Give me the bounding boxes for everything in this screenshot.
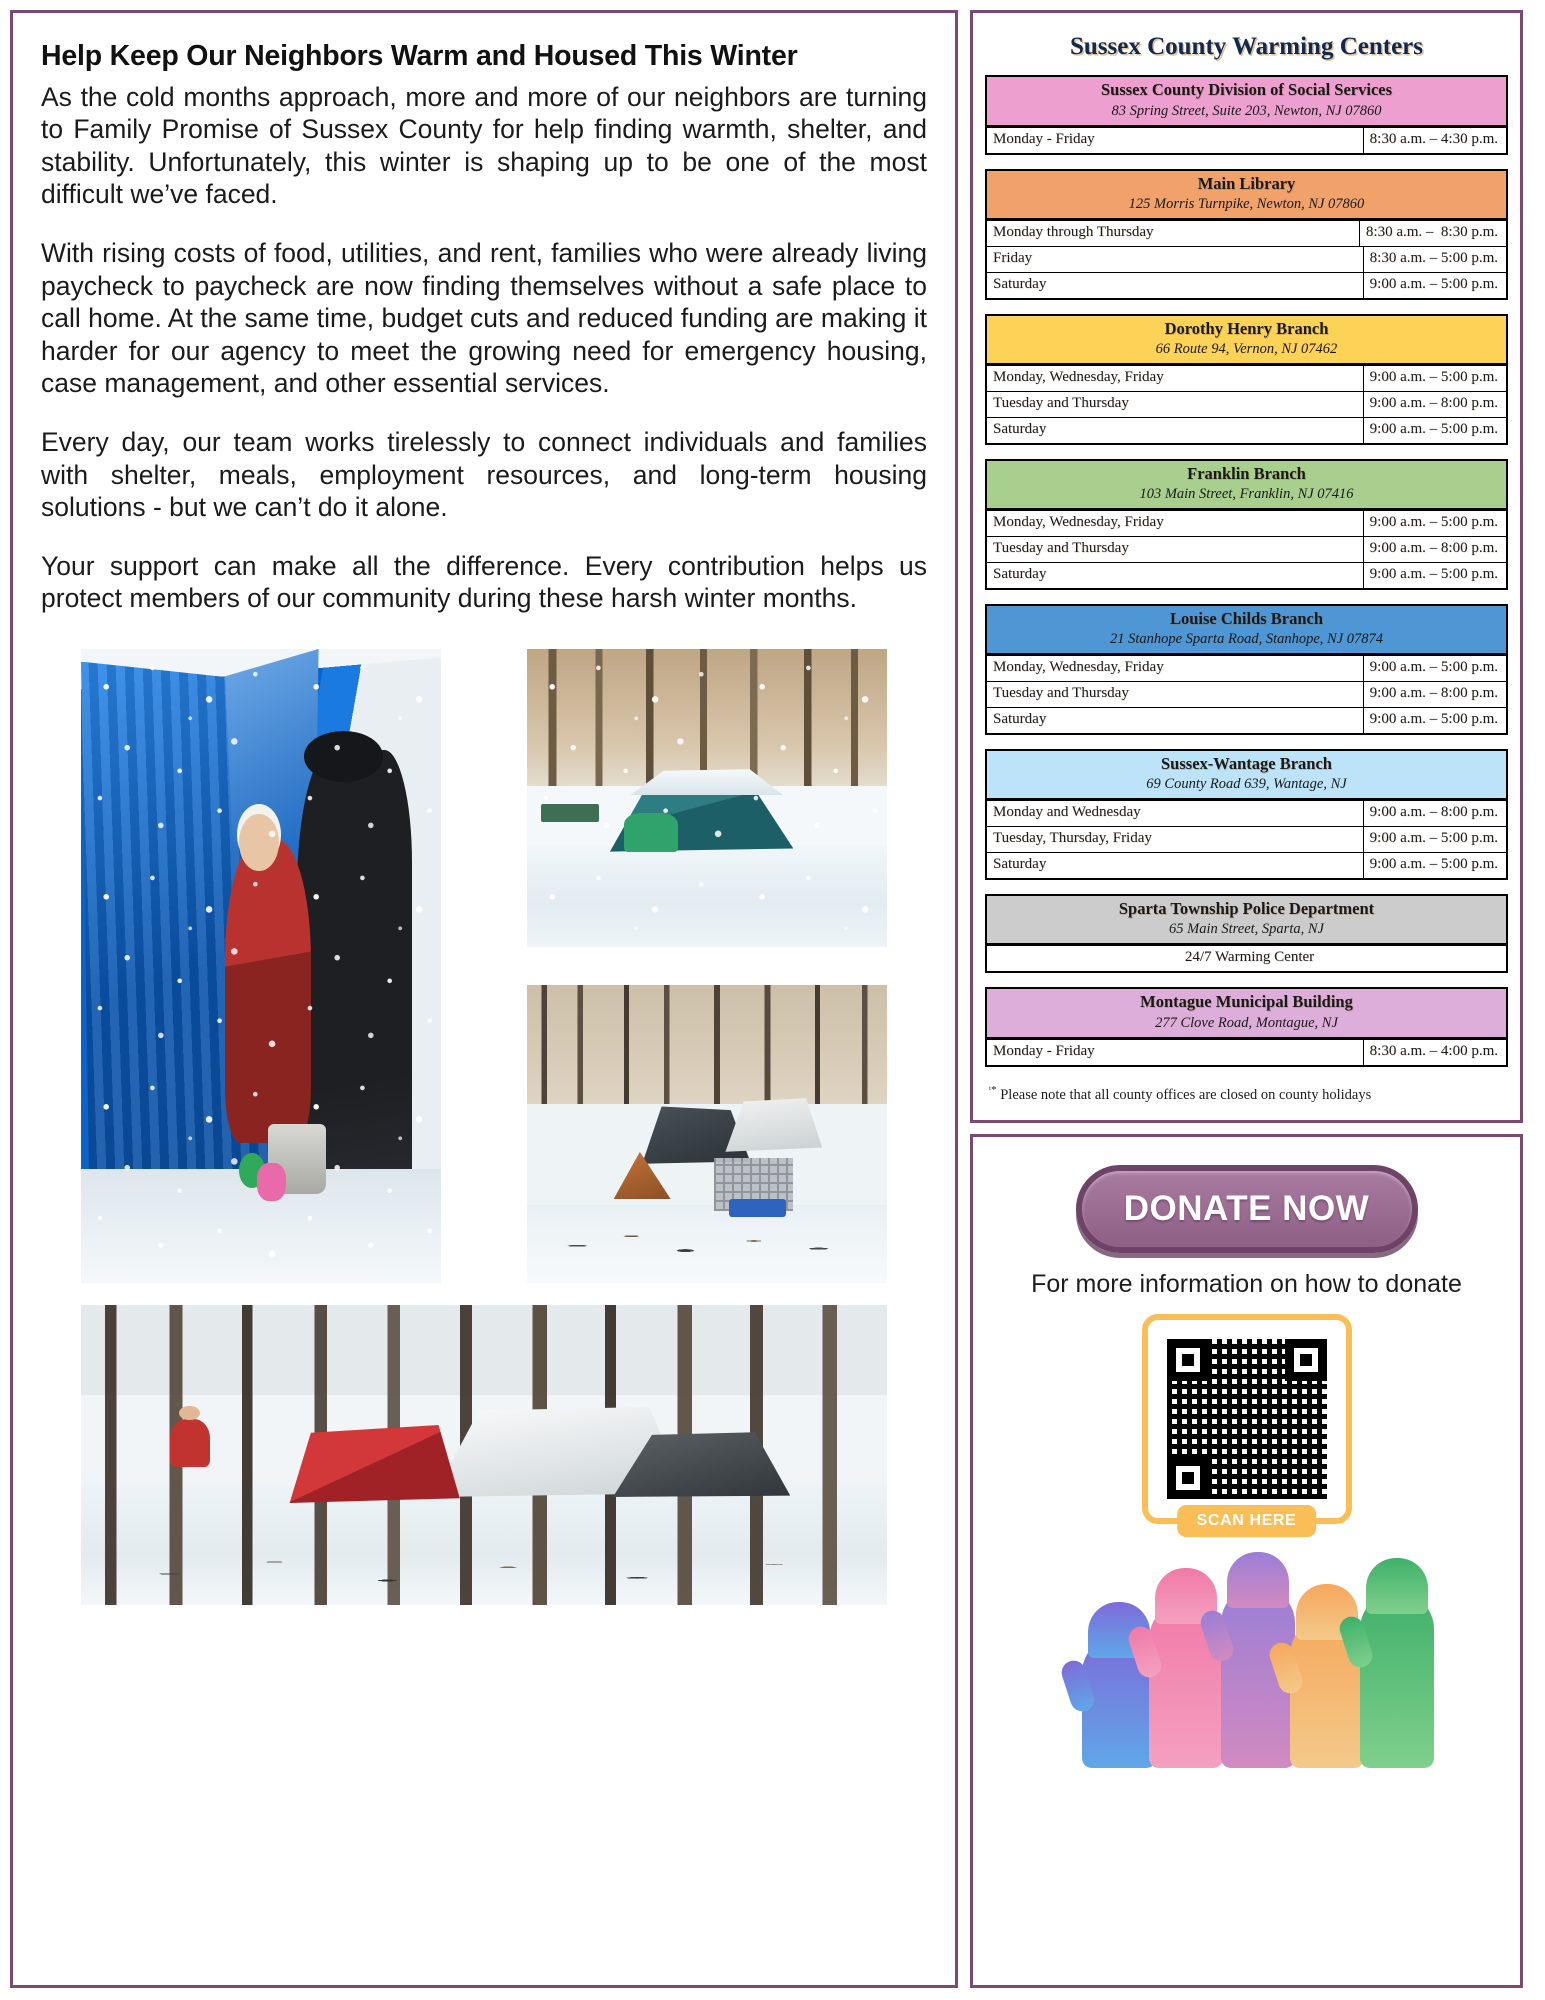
hours-time: 8:30 a.m. – 5:00 p.m. xyxy=(1369,250,1498,266)
appeal-paragraph-4: Your support can make all the difference. Every contribution helps us protect members of our community during these harsh winter months. xyxy=(41,550,927,614)
hours-time: 9:00 a.m. – 5:00 p.m. xyxy=(1369,514,1498,531)
warming-center-name: Main Library xyxy=(1197,173,1296,193)
hours-time: 9:00 a.m. – 5:00 p.m. xyxy=(1369,710,1498,727)
hours-time: 9:00 a.m. – 8:00 p.m. xyxy=(1369,804,1498,821)
warming-center-header xyxy=(987,896,1506,946)
scan-here-badge: SCAN HERE xyxy=(1177,1505,1317,1537)
warming-center-header xyxy=(987,461,1506,511)
warming-centers-list xyxy=(985,75,1508,1067)
hours-days: Monday, Wednesday, Friday xyxy=(987,511,1364,536)
warming-center-hours-row xyxy=(987,945,1506,971)
warming-center-address: 65 Main Street, Sparta, NJ xyxy=(1169,921,1324,938)
hours-time: 9:00 a.m. – 5:00 p.m. xyxy=(1369,830,1498,846)
qr-code-icon xyxy=(1167,1339,1327,1499)
warming-center-name: Sparta Township Police Department xyxy=(1118,898,1375,918)
hours-days: Monday through Thursday xyxy=(987,221,1360,246)
warming-center-hours-row xyxy=(987,365,1506,391)
hours-days: Tuesday, Thursday, Friday xyxy=(987,827,1364,852)
warming-center-hours-row xyxy=(987,707,1506,733)
hours-time: 9:00 a.m. – 5:00 p.m. xyxy=(1369,565,1498,582)
hours-days: Monday, Wednesday, Friday xyxy=(987,366,1364,391)
warming-center-card xyxy=(985,75,1508,155)
warming-center-address: 66 Route 94, Vernon, NJ 07462 xyxy=(1155,341,1338,358)
hours-time: 9:00 a.m. – 5:00 p.m. xyxy=(1369,855,1498,872)
warming-center-hours-row xyxy=(987,562,1506,588)
donate-now-button[interactable]: DONATE NOW xyxy=(1076,1165,1418,1253)
hours-time: 9:00 a.m. – 8:00 p.m. xyxy=(1369,685,1498,701)
hours-days: Monday - Friday xyxy=(987,1040,1364,1065)
warming-center-card xyxy=(985,987,1508,1067)
warming-center-name: Louise Childs Branch xyxy=(1169,608,1324,628)
warming-center-address: 83 Spring Street, Suite 203, Newton, NJ 07860 xyxy=(1111,102,1382,119)
donate-panel xyxy=(970,1134,1523,1988)
hours-days: Saturday xyxy=(987,853,1364,878)
warming-center-name: Montague Municipal Building xyxy=(1140,992,1353,1011)
warming-center-header xyxy=(987,77,1506,127)
warming-center-header xyxy=(987,606,1506,656)
hours-days: Saturday xyxy=(987,708,1364,733)
warming-center-address: 277 Clove Road, Montague, NJ xyxy=(1155,1014,1338,1031)
hand-icon-green xyxy=(1360,1592,1434,1768)
hours-time: 9:00 a.m. – 8:00 p.m. xyxy=(1369,395,1498,411)
appeal-paragraph-3: Every day, our team works tirelessly to connect individuals and families with shelter, meals, employment resources, and long-term housing solutions - but we can’t do it alone. xyxy=(41,426,927,523)
photo-collage xyxy=(41,633,927,1299)
hours-days: Monday and Wednesday xyxy=(987,801,1364,826)
warming-center-address: 103 Main Street, Franklin, NJ 07416 xyxy=(1139,486,1354,503)
hours-days: Monday, Wednesday, Friday xyxy=(987,656,1364,681)
warming-center-header xyxy=(987,989,1506,1039)
warming-center-name: Sussex County Division of Social Services xyxy=(1100,80,1393,99)
photo-woods-red-tarp xyxy=(81,1305,887,1605)
hours-days: Monday - Friday xyxy=(987,128,1364,153)
appeal-paragraph-2: With rising costs of food, utilities, and rent, families who were already living paycheck to paycheck are now finding themselves without a safe place to call home. At the same time, budget cuts and reduced funding are making it harder for our agency to meet the growing need for emergency housing, case management, and other essential services. xyxy=(41,238,927,399)
warming-center-hours-row xyxy=(987,391,1506,417)
donation-qr-code[interactable] xyxy=(1142,1314,1352,1529)
hours-time: 9:00 a.m. – 5:00 p.m. xyxy=(1369,420,1498,437)
warming-center-name: Sussex-Wantage Branch xyxy=(1161,753,1332,773)
photo-blue-tarp-encampment xyxy=(81,649,441,1283)
warming-center-hours-row xyxy=(987,246,1506,272)
hours-time: 9:00 a.m. – 5:00 p.m. xyxy=(1369,275,1498,292)
footnote-marker: ᵗ* xyxy=(989,1083,997,1096)
warming-center-hours-row xyxy=(987,852,1506,878)
hours-time: 8:30 a.m. – 4:30 p.m. xyxy=(1369,130,1498,147)
warming-center-hours-row xyxy=(987,800,1506,826)
warming-center-hours-row xyxy=(987,272,1506,298)
warming-center-address: 69 County Road 639, Wantage, NJ xyxy=(1146,776,1347,793)
warming-center-card xyxy=(985,749,1508,880)
warming-center-header xyxy=(987,751,1506,801)
warming-center-hours-row xyxy=(987,536,1506,562)
page-title: Help Keep Our Neighbors Warm and Housed This Winter xyxy=(41,40,798,72)
hours-days: Tuesday and Thursday xyxy=(987,392,1364,417)
right-column xyxy=(970,10,1523,1988)
hours-days: Tuesday and Thursday xyxy=(987,537,1364,562)
hours-days: Tuesday and Thursday xyxy=(987,682,1364,707)
photo-snowy-teal-tent xyxy=(527,649,887,947)
hours-time: 9:00 a.m. – 5:00 p.m. xyxy=(1369,369,1498,386)
hours-days: Saturday xyxy=(987,418,1364,443)
warming-center-hours-row xyxy=(987,655,1506,681)
warming-center-address: 21 Stanhope Sparta Road, Stanhope, NJ 07874 xyxy=(1109,631,1384,648)
hours-time: 24/7 Warming Center xyxy=(1184,949,1315,966)
warming-center-header xyxy=(987,171,1506,221)
warming-center-hours-row xyxy=(987,127,1506,153)
warming-center-card xyxy=(985,314,1508,445)
warming-center-card xyxy=(985,604,1508,735)
warming-center-hours-row xyxy=(987,417,1506,443)
warming-centers-footnote xyxy=(985,1081,1508,1109)
hours-time: 9:00 a.m. – 5:00 p.m. xyxy=(1369,659,1498,676)
warming-center-hours-row xyxy=(987,681,1506,707)
warming-center-name: Dorothy Henry Branch xyxy=(1164,318,1329,338)
hours-time: 8:30 a.m. – 4:00 p.m. xyxy=(1369,1042,1498,1059)
warming-center-card xyxy=(985,459,1508,590)
warming-center-hours-row xyxy=(987,510,1506,536)
warming-center-address: 125 Morris Turnpike, Newton, NJ 07860 xyxy=(1128,196,1365,213)
warming-center-hours-row xyxy=(987,220,1506,246)
warming-centers-title: Sussex County Warming Centers xyxy=(1069,33,1424,60)
warming-center-card xyxy=(985,169,1508,300)
photo-encampment-debris xyxy=(527,985,887,1283)
footnote-text: Please note that all county offices are closed on county holidays xyxy=(1000,1086,1372,1103)
donate-subtitle: For more information on how to donate xyxy=(1031,1270,1462,1299)
hours-time: 8:30 a.m. – 8:30 p.m. xyxy=(1365,224,1498,241)
warming-centers-panel xyxy=(970,10,1523,1123)
hours-days: Saturday xyxy=(987,273,1364,298)
warming-center-card xyxy=(985,894,1508,974)
hours-time: 9:00 a.m. – 8:00 p.m. xyxy=(1369,540,1498,556)
hours-days: Friday xyxy=(987,247,1364,272)
warming-center-hours-row xyxy=(987,1039,1506,1065)
warming-center-hours-row xyxy=(987,826,1506,852)
warming-center-name: Franklin Branch xyxy=(1187,463,1306,483)
warming-center-header xyxy=(987,316,1506,366)
appeal-letter-panel xyxy=(10,10,958,1988)
hours-days: Saturday xyxy=(987,563,1364,588)
raised-hands-illustration xyxy=(989,1558,1504,1768)
appeal-paragraph-1: As the cold months approach, more and more of our neighbors are turning to Family Promise of Sussex County for help finding warmth, shelter, and stability. Unfortunately, this winter is shaping up to be one of the most difficult we’ve faced. xyxy=(41,81,927,210)
